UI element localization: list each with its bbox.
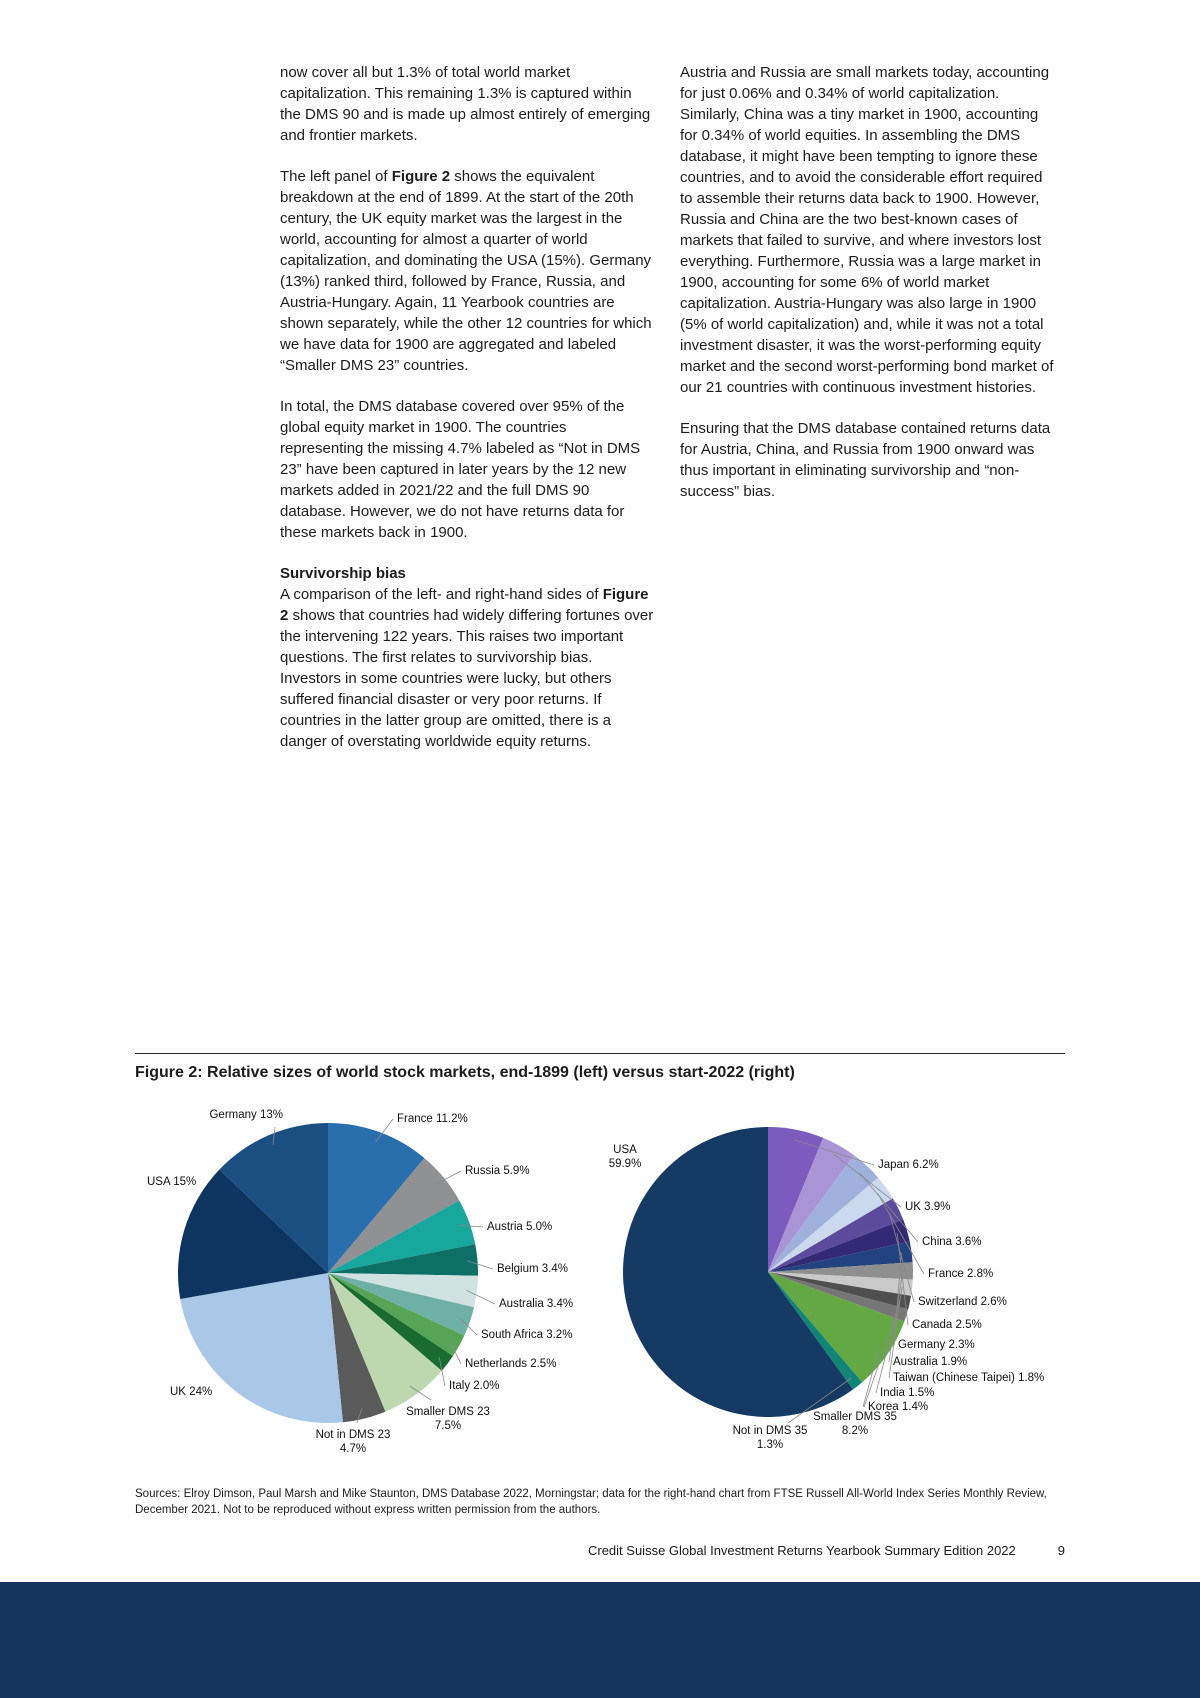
pie-label-taiwan-chinese-taipei: Taiwan (Chinese Taipei) 1.8% bbox=[893, 1372, 1045, 1384]
paragraph: now cover all but 1.3% of total world market capitalization. This remaining 1.3% is captured within the DMS 90 and is made up almost entirely of emerging and frontier markets. bbox=[280, 64, 651, 144]
pie-label-france: France 11.2% bbox=[397, 1113, 468, 1125]
pie-label-australia: Australia 1.9% bbox=[893, 1356, 968, 1368]
pie-label-not-in-dms-35: Not in DMS 35 1.3% bbox=[732, 1425, 808, 1451]
text-column-left bbox=[280, 62, 654, 772]
pie-label-australia: Australia 3.4% bbox=[499, 1298, 574, 1310]
figure-divider bbox=[135, 1053, 1065, 1054]
pie-label-not-in-dms-23: Not in DMS 23 4.7% bbox=[315, 1429, 391, 1455]
pie-label-switzerland: Switzerland 2.6% bbox=[918, 1296, 1007, 1308]
page-footer bbox=[135, 1543, 1065, 1558]
page-number: 9 bbox=[1057, 1543, 1065, 1558]
paragraph: Austria and Russia are small markets today, accounting for just 0.06% and 0.34% of world capitalization. Similarly, China was a tiny market in 1900, accounting for 0.34% of world equities. In assembling the DMS database, it might have been tempting to ignore these countries, and to avoid the considerable effort required to assemble their returns data back to 1900. However, Russia and China are the two best-known cases of markets that failed to survive, and where investors lost everything. Furthermore, Russia was a large market in 1900, accounting for some 6% of world market capitalization. Austria-Hungary was also large in 1900 (5% of world capitalization) and, while it was not a total investment disaster, it was the worst-performing equity market and the second worst-performing bond market of our 21 countries with continuous investment histories. bbox=[680, 64, 1054, 396]
pie-label-italy: Italy 2.0% bbox=[449, 1380, 500, 1392]
pie-label-germany: Germany 13% bbox=[209, 1109, 283, 1121]
pie-chart-end-1899 bbox=[135, 1097, 605, 1469]
pie-label-china: China 3.6% bbox=[922, 1236, 982, 1248]
figure-2 bbox=[135, 1053, 1065, 1518]
footer-text: Credit Suisse Global Investment Returns Yearbook Summary Edition 2022 bbox=[587, 1543, 1016, 1558]
pie-label-india: India 1.5% bbox=[880, 1387, 935, 1399]
paragraph: The left panel of Figure 2 shows the equivalent breakdown at the end of 1899. At the start of the 20th century, the UK equity market was the largest in the world, accounting for almost a quarter of world capitalization, and dominating the USA (15%). Germany (13%) ranked third, followed by France, Russia, and Austria-Hungary. Again, 11 Yearbook countries are shown separately, while the other 12 countries for which we have data for 1900 are aggregated and labeled “Smaller DMS 23” countries. bbox=[280, 168, 652, 374]
pie-label-usa: USA 15% bbox=[147, 1176, 197, 1188]
pie-slice-uk bbox=[180, 1273, 343, 1423]
pie-label-usa: USA 59.9% bbox=[608, 1144, 642, 1170]
paragraph: In total, the DMS database covered over 95% of the global equity market in 1900. The countries representing the missing 4.7% labeled as “Not in DMS 23” have been captured in later years by the 12 new markets added in 2021/22 and the full DMS 90 database. However, we do not have returns data for these markets back in 1900. bbox=[280, 398, 641, 541]
pie-label-france: France 2.8% bbox=[928, 1268, 994, 1280]
pie-svg bbox=[135, 1097, 605, 1469]
figure-title: Figure 2: Relative sizes of world stock markets, end-1899 (left) versus start-2022 (right) bbox=[135, 1064, 795, 1081]
pie-label-uk: UK 24% bbox=[170, 1386, 213, 1398]
pie-label-germany: Germany 2.3% bbox=[898, 1339, 975, 1351]
pie-label-austria: Austria 5.0% bbox=[487, 1221, 553, 1233]
pie-label-japan: Japan 6.2% bbox=[878, 1159, 939, 1171]
footer-bar bbox=[0, 1582, 1200, 1698]
section-heading: Survivorship bias bbox=[280, 565, 406, 582]
pie-label-uk: UK 3.9% bbox=[905, 1201, 951, 1213]
pie-label-russia: Russia 5.9% bbox=[465, 1165, 530, 1177]
figure-sources: Sources: Elroy Dimson, Paul Marsh and Mike Staunton, DMS Database 2022, Morningstar; data for the right-hand chart from FTSE Russell All-World Index Series Monthly Review, December 2021. Not to be reproduced without express written permission from the authors. bbox=[135, 1488, 1047, 1516]
paragraph: A comparison of the left- and right-hand sides of Figure 2 shows that countries had widely differing fortunes over the intervening 122 years. This raises two important questions. The first relates to survivorship bias. Investors in some countries were lucky, but others suffered financial disaster or very poor returns. If countries in the latter group are omitted, there is a danger of overstating worldwide equity returns. bbox=[280, 586, 654, 750]
text-column-right bbox=[680, 62, 1054, 522]
pie-label-smaller-dms-23: Smaller DMS 23 7.5% bbox=[406, 1406, 490, 1432]
pie-label-korea: Korea 1.4% bbox=[868, 1401, 929, 1413]
pie-label-smaller-dms-35: Smaller DMS 35 8.2% bbox=[813, 1411, 897, 1437]
paragraph: Ensuring that the DMS database contained returns data for Austria, China, and Russia from 1900 onward was thus important in eliminating survivorship and “non-success” bias. bbox=[680, 420, 1051, 500]
figure-charts bbox=[135, 1097, 1065, 1469]
pie-label-belgium: Belgium 3.4% bbox=[497, 1263, 568, 1275]
pie-label-netherlands: Netherlands 2.5% bbox=[465, 1358, 557, 1370]
pie-chart-start-2022 bbox=[605, 1097, 1065, 1469]
pie-label-south-africa: South Africa 3.2% bbox=[481, 1329, 573, 1341]
pie-label-canada: Canada 2.5% bbox=[912, 1319, 982, 1331]
